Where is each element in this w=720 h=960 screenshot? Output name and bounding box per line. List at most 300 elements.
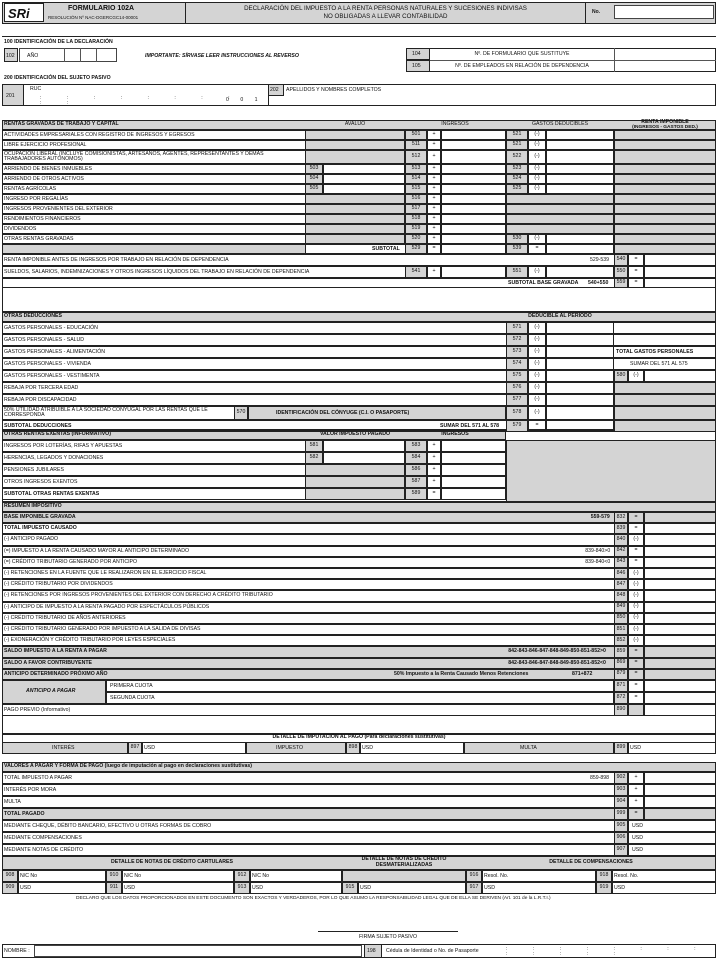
- rentas-row-label: RENTAS AGRÍCOLAS: [4, 186, 57, 192]
- code-913: 913: [237, 884, 247, 890]
- exentas-valor-582[interactable]: [323, 452, 405, 464]
- exentas-valor-disabled: [305, 464, 405, 476]
- resumen-sign: (-): [633, 580, 639, 587]
- code-871: 871: [616, 681, 626, 688]
- impuesto-field[interactable]: [360, 742, 464, 754]
- code-890: 890: [616, 705, 626, 712]
- resumen-title: RESUMEN IMPOSITIVO: [4, 503, 62, 509]
- exentas-row-label: INGRESOS POR LOTERÍAS, RIFAS Y APUESTAS: [4, 443, 123, 449]
- code-559: 559: [616, 279, 626, 285]
- code-999: 999: [616, 810, 626, 816]
- subtotal-gray: [2, 244, 306, 254]
- code-589: 589: [411, 490, 421, 496]
- nombre-field[interactable]: [34, 945, 362, 957]
- code-832: 832: [616, 513, 626, 520]
- valores-row: [2, 808, 716, 820]
- code-102: 102: [6, 53, 15, 59]
- valores-field-903[interactable]: [644, 784, 716, 796]
- usd-label: USD: [144, 745, 155, 751]
- code-851: 851: [616, 625, 626, 632]
- resumen-field-843[interactable]: [644, 557, 716, 568]
- code-587: 587: [411, 478, 421, 484]
- avaluo-field-505[interactable]: [323, 184, 405, 194]
- desmat-gray: [342, 870, 466, 882]
- imputacion-title: DETALLE DE IMPUTACIÓN AL PAGO (Para declaraciones sustitutivas): [272, 734, 446, 740]
- rentas-row-label: ACTIVIDADES EMPRESARIALES CON REGISTRO DE INGRESOS Y EGRESOS: [4, 132, 195, 138]
- notas-col3: DETALLE DE COMPENSACIONES: [549, 859, 633, 865]
- code-573: 573: [512, 348, 522, 354]
- valores-sign: +: [634, 774, 638, 780]
- resumen-sign: (-): [633, 625, 639, 632]
- name-label: APELLIDOS Y NOMBRES COMPLETOS: [286, 87, 382, 93]
- equals-sign: =: [634, 670, 638, 677]
- resolution-number: RESOLUCIÓN Nº NAC-DGERCGC14-00001: [48, 15, 139, 20]
- gastos-disabled: [506, 204, 614, 214]
- minus-sign: (-): [534, 372, 540, 378]
- code-540: 540: [616, 256, 626, 262]
- resumen-row-formula: 842-843-846-847-848-849-850-851-852<0: [508, 659, 606, 666]
- exentas-ingresos-584[interactable]: [441, 452, 506, 464]
- code-909: 909: [5, 884, 15, 890]
- code-843: 843: [616, 558, 626, 565]
- renta-trabajo-formula: 529-539: [590, 257, 610, 263]
- resumen-sign: =: [634, 659, 638, 666]
- minus-sign: (-): [534, 268, 540, 274]
- minus-sign: (-): [534, 409, 540, 415]
- resumen-field-842[interactable]: [644, 546, 716, 557]
- nc-usd[interactable]: [612, 882, 716, 894]
- gastos-disabled: [506, 194, 614, 204]
- resumen-row-label: BASE IMPONIBLE GRAVADA: [4, 514, 76, 520]
- primera-cuota-label: PRIMERA CUOTA: [110, 682, 153, 689]
- gastos-field-523[interactable]: [546, 164, 614, 174]
- code-583: 583: [411, 442, 421, 448]
- plus-sign: +: [432, 215, 436, 221]
- minus-sign: (-): [534, 185, 540, 191]
- code-550: 550: [616, 268, 626, 274]
- resumen-row-label: SALDO A FAVOR CONTRIBUYENTE: [4, 659, 92, 666]
- resumen-row: [2, 658, 716, 669]
- res-label: Resol. No.: [484, 873, 509, 879]
- resumen-field-840[interactable]: [644, 534, 716, 545]
- interes-field[interactable]: [142, 742, 246, 754]
- valores-title: VALORES A PAGAR Y FORMA DE PAGO (luego de imputación al pago en declaraciones sustitutivas): [4, 763, 252, 769]
- deducciones-title: OTRAS DEDUCCIONES: [4, 313, 62, 319]
- nombre-label: NOMBRE :: [4, 948, 30, 954]
- code-525: 525: [512, 185, 522, 191]
- resumen-field-869[interactable]: [644, 658, 716, 669]
- code-201: 201: [6, 93, 15, 99]
- ruc-field[interactable]: : : : : : : : : : :: [40, 95, 242, 107]
- resumen-field-852[interactable]: [644, 635, 716, 646]
- usd-label: USD: [484, 885, 495, 891]
- valores-field-904[interactable]: [644, 796, 716, 808]
- cedula-field[interactable]: : : : : : : : : : : : : :: [506, 946, 708, 958]
- exentas-valor-581[interactable]: [323, 440, 405, 452]
- code-915: 915: [345, 884, 355, 890]
- nc-usd[interactable]: [18, 882, 106, 894]
- primera-cuota-field[interactable]: [644, 680, 716, 692]
- valores-row-label: MEDIANTE COMPENSACIONES: [4, 835, 82, 841]
- exentas-subtotal-label: SUBTOTAL OTRAS RENTAS EXENTAS: [4, 491, 100, 497]
- nc-usd[interactable]: [358, 882, 466, 894]
- deducciones-row-label: GASTOS PERSONALES - ALIMENTACIÓN: [4, 349, 105, 355]
- exentas-row-label: HERENCIAS, LEGADOS Y DONACIONES: [4, 455, 104, 461]
- minus-sign: (-): [534, 324, 540, 330]
- conyuge-field[interactable]: [546, 406, 614, 420]
- code-582: 582: [309, 454, 319, 460]
- ingresos-field-520[interactable]: [441, 234, 506, 244]
- deduccion-field-573[interactable]: [546, 346, 614, 358]
- subtotal-gastos[interactable]: [546, 244, 614, 254]
- exentas-row-label: PENSIONES JUBILARES: [4, 467, 64, 473]
- plus-sign: +: [432, 466, 436, 472]
- resumen-sign: (-): [633, 536, 639, 542]
- header-title-line2: NO OBLIGADAS A LLEVAR CONTABILIDAD: [323, 13, 448, 20]
- code-504: 504: [309, 175, 319, 181]
- resumen-field-851[interactable]: [644, 624, 716, 635]
- subtotal-ingresos[interactable]: [441, 244, 506, 254]
- exentas-valor-disabled: [305, 476, 405, 488]
- plus-sign: +: [432, 165, 436, 171]
- total-gastos-sum: SUMAR DEL 571 AL 575: [630, 361, 688, 367]
- code-518: 518: [411, 215, 421, 221]
- code-580: 580: [616, 372, 626, 378]
- valores-sign: =: [634, 810, 638, 816]
- deduccion-field-577[interactable]: [546, 394, 614, 406]
- code-551: 551: [512, 268, 522, 274]
- renta-disabled: [614, 130, 716, 140]
- anticipo-pagar-label: ANTICIPO A PAGAR: [26, 687, 76, 694]
- resumen-field-832[interactable]: [644, 512, 716, 523]
- firma-label: FIRMA SUJETO PASIVO: [358, 934, 418, 940]
- equals-sign: =: [634, 268, 638, 274]
- conyuge-label: 50% UTILIDAD ATRIBUIBLE A LA SOCIEDAD CONYUGAL POR LAS RENTAS QUE LE CORRESPONDA: [4, 407, 208, 419]
- nc-label: N/C No: [124, 873, 142, 879]
- valores-row-formula: 859-898: [590, 775, 610, 781]
- renta-disabled: [614, 234, 716, 244]
- code-513: 513: [411, 165, 421, 171]
- section-200-title: 200 IDENTIFICACIÓN DEL SUJETO PASIVO: [4, 75, 111, 81]
- plus-sign: +: [432, 225, 436, 231]
- deducciones-row-label: REBAJA POR DISCAPACIDAD: [4, 397, 77, 403]
- minus-sign: (-): [534, 165, 540, 171]
- nc-usd[interactable]: [482, 882, 596, 894]
- exentas-ingresos-587[interactable]: [441, 476, 506, 488]
- pago-previo-gray: [628, 704, 644, 716]
- rentas-subtotal-label: SUBTOTAL: [372, 246, 400, 252]
- notas-col2-line1: DETALLE DE NOTAS DE CRÉDITO: [361, 856, 447, 862]
- code-847: 847: [616, 580, 626, 587]
- subtotal-base-label: SUBTOTAL BASE GRAVADA: [508, 280, 579, 286]
- pago-previo-label: PAGO PREVIO (Informativo): [4, 706, 71, 713]
- anticipo-formula: 871+872: [572, 670, 593, 677]
- subtotal-base-field[interactable]: [644, 278, 716, 288]
- exentas-valor-disabled: [305, 488, 405, 500]
- gastos-field-525[interactable]: [546, 184, 614, 194]
- deduccion-disabled: [614, 382, 716, 394]
- code-505: 505: [309, 185, 319, 191]
- label-104: Nº. DE FORMULARIO QUE SUSTITUYE: [474, 51, 570, 57]
- exentas-blank: [506, 440, 716, 502]
- renta-disabled: [614, 214, 716, 224]
- code-581: 581: [309, 442, 319, 448]
- renta-disabled: [614, 244, 716, 254]
- usd-label: USD: [20, 885, 31, 891]
- code-917: 917: [469, 884, 479, 890]
- avaluo-field-504[interactable]: [323, 174, 405, 184]
- avaluo-disabled: [305, 194, 405, 204]
- deduccion-field-575[interactable]: [546, 370, 614, 382]
- code-839: 839: [616, 524, 626, 531]
- sueldos-gastos[interactable]: [546, 266, 614, 278]
- equals-sign: =: [634, 693, 638, 700]
- header-title-line1: DECLARACIÓN DEL IMPUESTO A LA RENTA PERSONAS NATURALES Y SUCESIONES INDIVISAS: [244, 5, 527, 12]
- resumen-field-859[interactable]: [644, 646, 716, 657]
- code-846: 846: [616, 569, 626, 576]
- ingresos-field-512[interactable]: [441, 150, 506, 164]
- code-918: 918: [599, 872, 609, 878]
- code-848: 848: [616, 592, 626, 598]
- code-579: 579: [512, 422, 522, 428]
- code-850: 850: [616, 614, 626, 621]
- ingresos-field-516[interactable]: [441, 194, 506, 204]
- code-872: 872: [616, 693, 626, 700]
- total-gastos-label: TOTAL GASTOS PERSONALES: [616, 349, 694, 355]
- resumen-field-846[interactable]: [644, 568, 716, 579]
- valores-field-999[interactable]: [644, 808, 716, 820]
- deduccion-field-572[interactable]: [546, 334, 614, 346]
- exentas-ingresos-583[interactable]: [441, 440, 506, 452]
- sri-logo-text: SRi: [8, 6, 30, 21]
- plus-sign: +: [432, 175, 436, 181]
- ingresos-field-517[interactable]: [441, 204, 506, 214]
- exentas-ingresos-586[interactable]: [441, 464, 506, 476]
- usd-label: USD: [632, 823, 643, 829]
- usd-label: USD: [360, 885, 371, 891]
- resumen-row-formula: 559-579: [590, 514, 610, 520]
- segunda-cuota-row: [106, 692, 614, 704]
- deducciones-row-label: GASTOS PERSONALES - VESTIMENTA: [4, 373, 100, 379]
- resumen-row-formula: 839-840<0: [585, 558, 611, 565]
- code-577: 577: [512, 396, 522, 402]
- valores-row: [2, 784, 716, 796]
- code-520: 520: [411, 235, 421, 241]
- sueldos-field[interactable]: [644, 266, 716, 278]
- ruc-suffix: 0 0 1: [226, 97, 263, 103]
- valores-sign: +: [634, 798, 638, 804]
- resumen-sign: (-): [633, 603, 639, 610]
- valores-row-label: TOTAL IMPUESTO A PAGAR: [4, 775, 73, 781]
- nc-usd[interactable]: [122, 882, 234, 894]
- resumen-field-847[interactable]: [644, 579, 716, 590]
- code-202: 202: [270, 87, 279, 93]
- avaluo-disabled: [305, 140, 405, 150]
- renta-trabajo-label: RENTA IMPONIBLE ANTES DE INGRESOS POR TRABAJO EN RELACIÓN DE DEPENDENCIA: [4, 257, 229, 263]
- ingresos-field-501[interactable]: [441, 130, 506, 140]
- ingresos-field-518[interactable]: [441, 214, 506, 224]
- valores-row: [2, 796, 716, 808]
- code-859: 859: [616, 648, 626, 654]
- code-519: 519: [411, 225, 421, 231]
- exentas-subtotal-field[interactable]: [441, 488, 506, 500]
- resumen-field-850[interactable]: [644, 613, 716, 624]
- code-529: 529: [411, 245, 421, 251]
- renta-disabled: [614, 194, 716, 204]
- gastos-field-521[interactable]: [546, 140, 614, 150]
- code-105: 105: [412, 63, 421, 69]
- code-912: 912: [237, 872, 247, 878]
- total-gastos-field[interactable]: [644, 370, 716, 382]
- resumen-row-label: (-) RETENCIONES EN LA FUENTE QUE LE REALIZARON EN EL EJERCICIO FISCAL: [4, 570, 207, 576]
- pago-previo-row: [2, 704, 716, 716]
- exentas-title: OTRAS RENTAS EXENTAS (INFORMATIVO): [4, 431, 111, 437]
- deduccion-disabled: [614, 420, 716, 432]
- rentas-row-label: ARRIENDO DE BIENES INMUEBLES: [4, 166, 92, 172]
- minus-sign: (-): [534, 348, 540, 354]
- anticipo-note: 50% Impuesto a la Renta Causado Menos Retenciones: [394, 670, 529, 677]
- multa-field[interactable]: [628, 742, 716, 754]
- resumen-sign: =: [634, 524, 638, 531]
- ingresos-field-515[interactable]: [441, 184, 506, 194]
- resumen-field-849[interactable]: [644, 602, 716, 613]
- segunda-cuota-label: SEGUNDA CUOTA: [110, 694, 155, 701]
- code-578: 578: [512, 409, 522, 415]
- plus-sign: +: [432, 454, 436, 460]
- avaluo-disabled: [305, 130, 405, 140]
- gastos-field-530[interactable]: [546, 234, 614, 244]
- deducciones-subtotal-sum: SUMAR DEL 571 AL 578: [440, 423, 500, 429]
- code-869: 869: [616, 659, 626, 666]
- minus-sign: (-): [534, 384, 540, 390]
- minus-sign: (-): [633, 372, 639, 378]
- resumen-row-label: SALDO IMPUESTO A LA RENTA A PAGAR: [4, 648, 107, 655]
- valores-row: [2, 832, 716, 844]
- pago-previo-field[interactable]: [644, 704, 716, 716]
- code-899: 899: [616, 744, 626, 750]
- deduccion-field-574[interactable]: [546, 358, 614, 370]
- gastos-field-524[interactable]: [546, 174, 614, 184]
- equals-sign: =: [535, 422, 539, 428]
- usd-label: USD: [362, 745, 373, 751]
- code-570: 570: [236, 409, 246, 415]
- gastos-field-522[interactable]: [546, 150, 614, 164]
- ingresos-field-513[interactable]: [441, 164, 506, 174]
- gastos-field-521[interactable]: [546, 130, 614, 140]
- ingresos-field-514[interactable]: [441, 174, 506, 184]
- col-exentas-ingresos: INGRESOS: [441, 431, 469, 437]
- resumen-row-label: (-) RETENCIONES POR INGRESOS PROVENIENTES DEL EXTERIOR CON DERECHO A CRÉDITO TRIBUTARIO: [4, 592, 273, 599]
- usd-label: USD: [124, 885, 135, 891]
- equals-sign: =: [634, 256, 638, 262]
- equals-sign: =: [535, 245, 539, 251]
- rentas-row-label: LIBRE EJERCICIO PROFESIONAL: [4, 142, 87, 148]
- resumen-sign: =: [634, 648, 638, 654]
- cedula-label: Cédula de Identidad o No. de Pasaporte: [386, 948, 479, 954]
- renta-trabajo-field[interactable]: [644, 254, 716, 266]
- deduccion-field-576[interactable]: [546, 382, 614, 394]
- code-576: 576: [512, 384, 522, 390]
- declaration-text: DECLARO QUE LOS DATOS PROPORCIONADOS EN ESTE DOCUMENTO SON EXACTOS Y VERDADEROS, POR LO QUE ASUMO LA RESPONSABILIDAD LEGAL QUE DE ELLA SE DERIVEN (Art. 101 de la L.R.T.I.): [76, 896, 551, 901]
- code-522: 522: [512, 153, 522, 159]
- code-907: 907: [616, 846, 626, 852]
- resumen-row-formula: 842-843-846-847-848-849-850-851-852>0: [508, 648, 606, 655]
- deducciones-subtotal-label: SUBTOTAL DEDUCCIONES: [4, 423, 72, 429]
- plus-sign: +: [432, 185, 436, 191]
- code-524: 524: [512, 175, 522, 181]
- resumen-sign: =: [634, 558, 638, 565]
- avaluo-disabled: [305, 234, 405, 244]
- col-gastos: GASTOS DEDUCIBLES: [531, 121, 589, 127]
- code-586: 586: [411, 466, 421, 472]
- col-valor-impuesto: VALOR IMPUESTO PAGADO: [319, 431, 391, 437]
- avaluo-field-503[interactable]: [323, 164, 405, 174]
- sueldos-label: SUELDOS, SALARIOS, INDEMNIZACIONES Y OTROS INGRESOS LÍQUIDOS DEL TRABAJO EN RELACIÓN DE DEPENDENCIA: [4, 269, 310, 275]
- code-908: 908: [5, 872, 15, 878]
- anticipo-field[interactable]: [644, 669, 716, 680]
- code-897: 897: [130, 744, 140, 750]
- code-916: 916: [469, 872, 479, 878]
- usd-label: USD: [630, 745, 641, 751]
- usd-label: USD: [614, 885, 625, 891]
- deducciones-row-label: REBAJA POR TERCERA EDAD: [4, 385, 79, 391]
- valores-field-902[interactable]: [644, 772, 716, 784]
- valores-row-label: MEDIANTE CHEQUE, DÉBITO BANCARIO, EFECTIVO U OTRAS FORMAS DE COBRO: [4, 823, 212, 829]
- code-516: 516: [411, 195, 421, 201]
- code-849: 849: [616, 603, 626, 610]
- deduccion-field-571[interactable]: [546, 322, 614, 334]
- minus-sign: (-): [534, 141, 540, 147]
- code-539: 539: [512, 245, 522, 251]
- notas-col2-line2: DESMATERIALIZADAS: [375, 862, 433, 868]
- resumen-row: [2, 534, 716, 545]
- code-898: 898: [348, 744, 358, 750]
- col-avaluo: AVALÚO: [344, 121, 366, 127]
- resumen-row-label: (-) ANTICIPO DE IMPUESTO A LA RENTA PAGADO POR ESPECTÁCULOS PÚBLICOS: [4, 603, 210, 610]
- resumen-row-label: (-) CRÉDITO TRIBUTARIO GENERADO POR IMPUESTO A LA SALIDA DE DIVISAS: [4, 626, 201, 632]
- important-note: IMPORTANTE: SÍRVASE LEER INSTRUCCIONES AL REVERSO: [145, 53, 299, 59]
- code-879: 879: [616, 670, 626, 677]
- renta-disabled: [614, 204, 716, 214]
- gastos-disabled: [506, 214, 614, 224]
- resumen-field-839[interactable]: [644, 523, 716, 534]
- resumen-field-848[interactable]: [644, 590, 716, 601]
- code-852: 852: [616, 636, 626, 643]
- code-572: 572: [512, 336, 522, 342]
- renta-disabled: [614, 140, 716, 150]
- ingresos-field-519[interactable]: [441, 224, 506, 234]
- renta-disabled: [614, 150, 716, 164]
- code-503: 503: [309, 165, 319, 171]
- code-905: 905: [616, 822, 626, 828]
- conyuge-id-label: IDENTIFICACIÓN DEL CÓNYUGE (C.I. O PASAPORTE): [276, 410, 410, 416]
- equals-sign: =: [634, 279, 638, 285]
- plus-sign: +: [432, 268, 436, 274]
- sueldos-ingresos[interactable]: [441, 266, 506, 278]
- ingresos-field-511[interactable]: [441, 140, 506, 150]
- ruc-label: RUC: [30, 86, 42, 92]
- nc-usd[interactable]: [250, 882, 342, 894]
- plus-sign: +: [432, 235, 436, 241]
- nc-label: N/C No: [252, 873, 270, 879]
- code-512: 512: [411, 153, 421, 159]
- usd-label: USD: [632, 847, 643, 853]
- form-number-field[interactable]: [614, 5, 714, 19]
- minus-sign: (-): [534, 336, 540, 342]
- valores-row-label: MULTA: [4, 799, 21, 805]
- subtotal-deducciones-field[interactable]: [546, 420, 614, 432]
- segunda-cuota-field[interactable]: [644, 692, 716, 704]
